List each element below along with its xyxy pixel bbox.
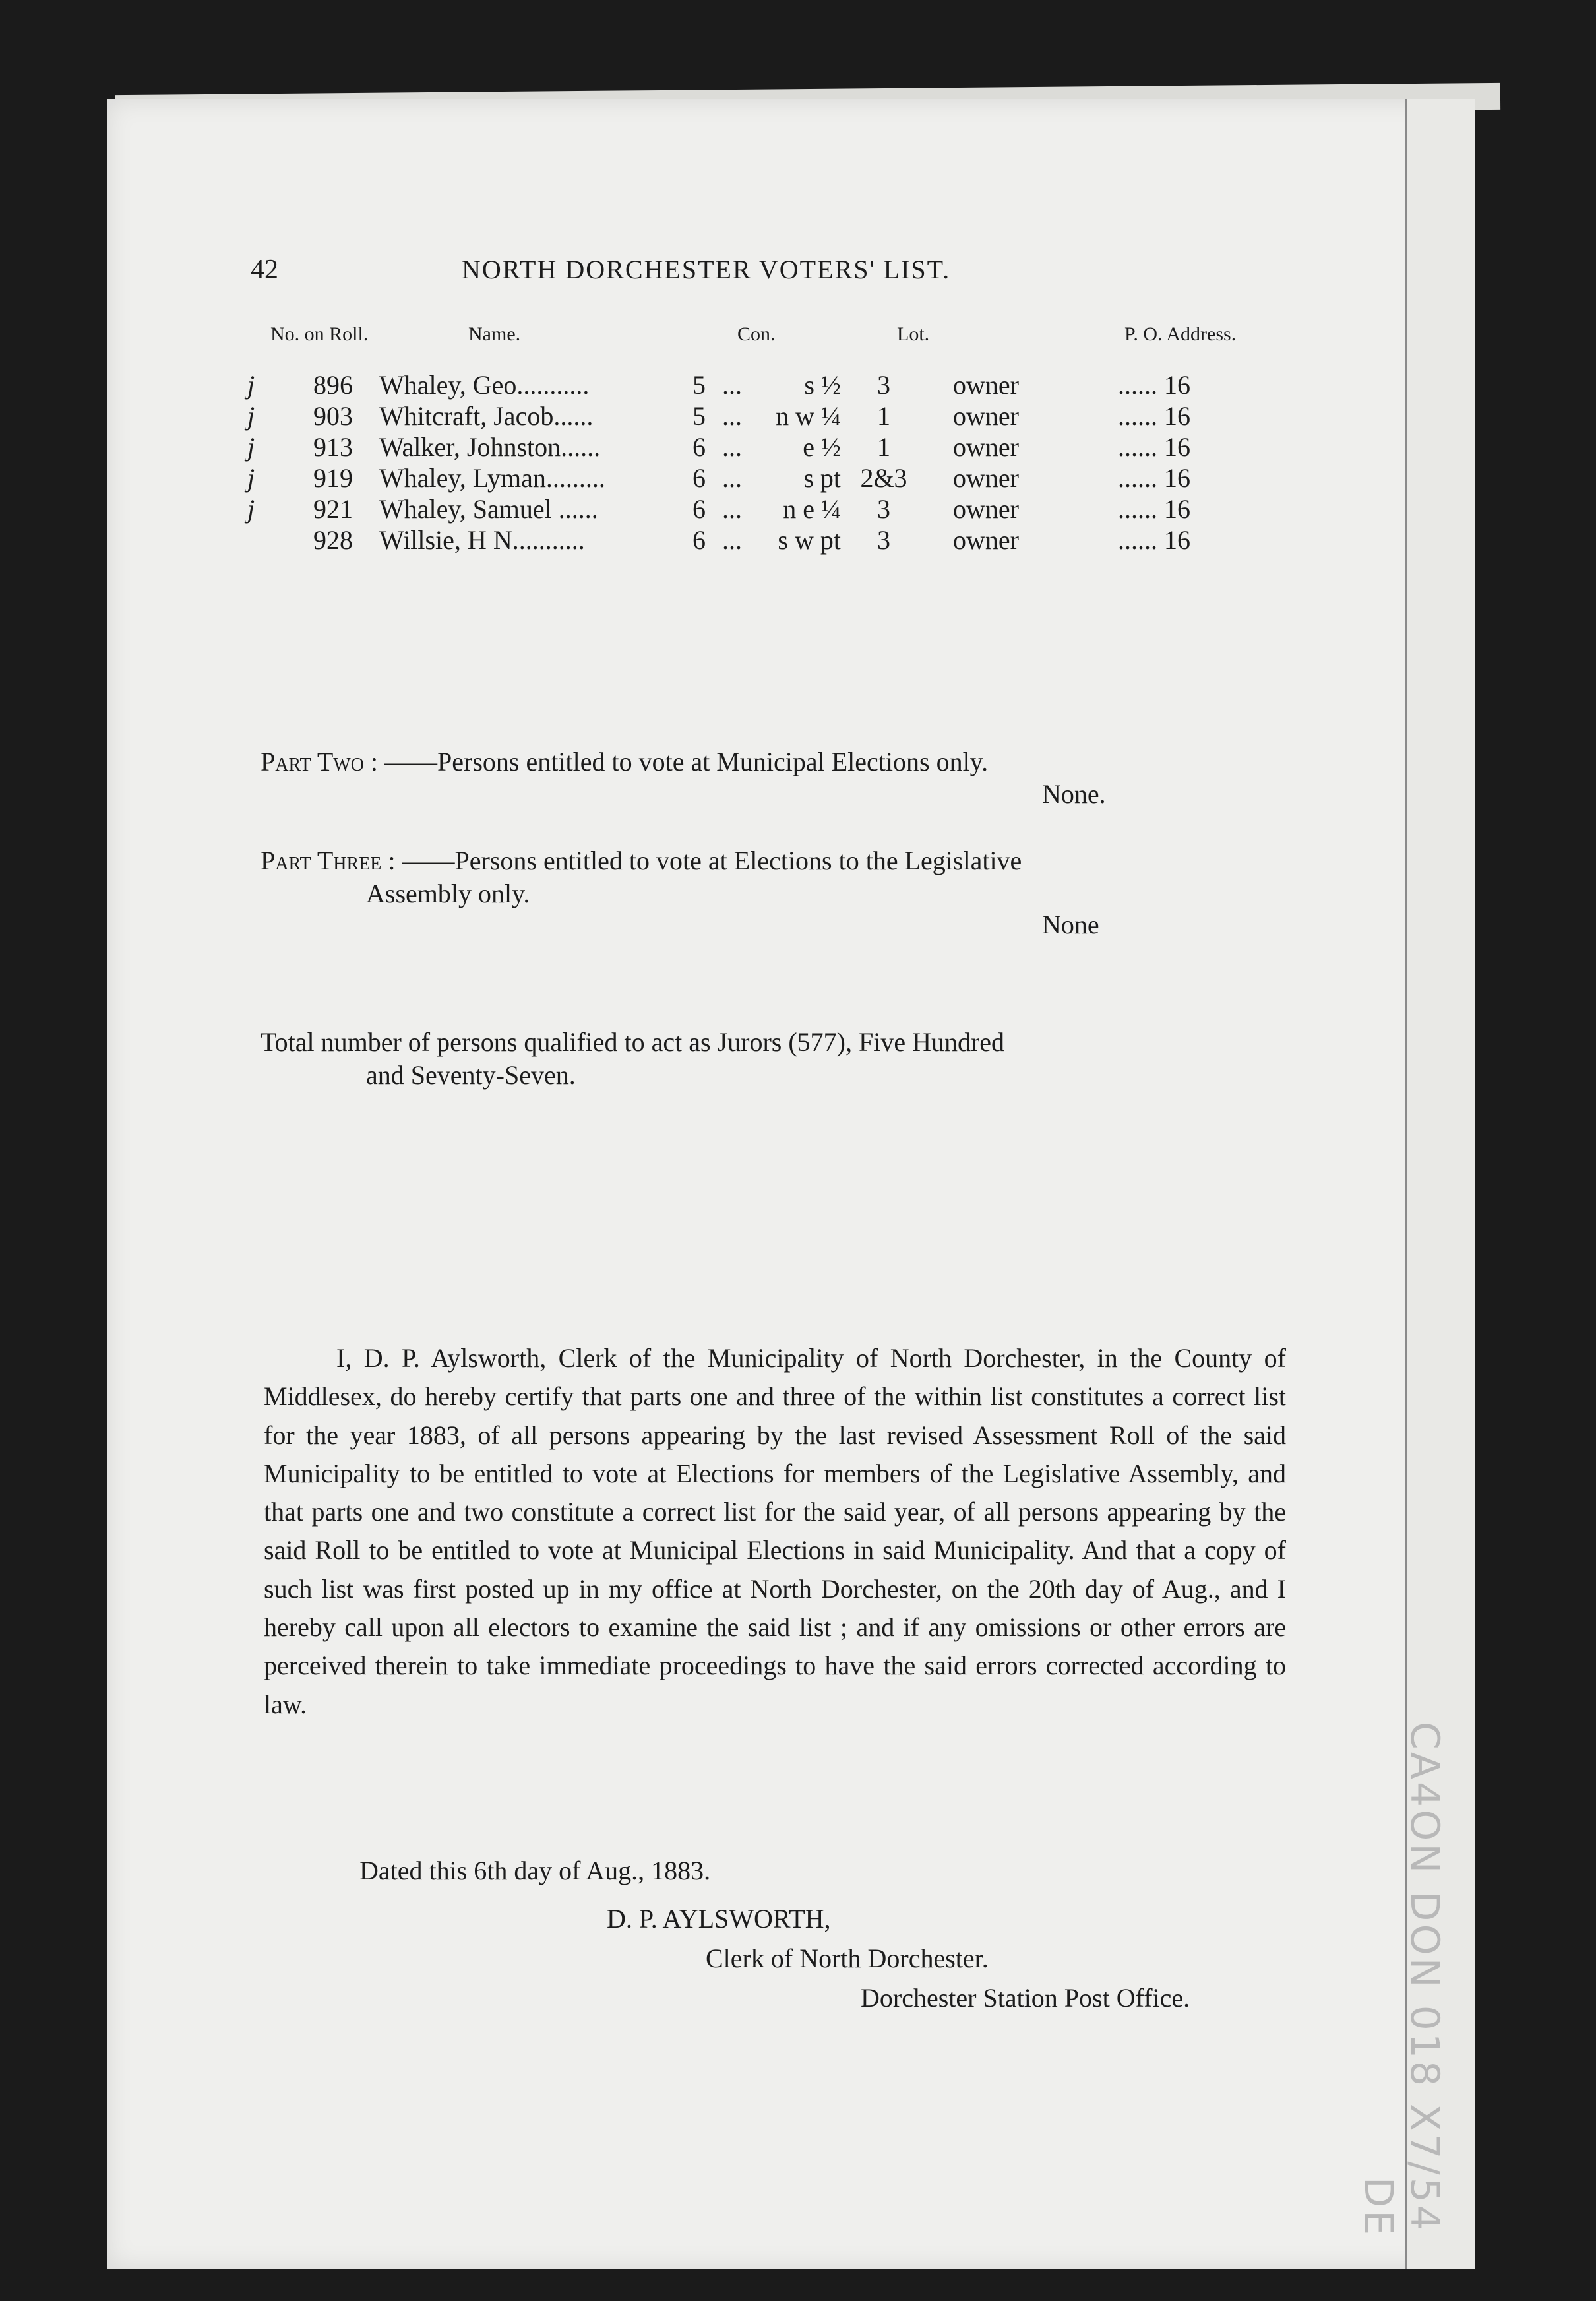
- post-office-address: ...... 16: [1118, 525, 1190, 555]
- lot-part: n w ¼: [776, 401, 841, 431]
- part-two-none: None.: [1042, 779, 1106, 809]
- juror-mark: j: [247, 494, 255, 524]
- lot-part: s pt: [803, 463, 841, 493]
- voter-name: Whaley, Lyman.........: [379, 463, 605, 493]
- clerk-certificate: [264, 1339, 1286, 1724]
- part-three-text-continued: Assembly only.: [366, 879, 530, 908]
- post-office-address: ...... 16: [1118, 463, 1190, 493]
- column-header-con: Con.: [737, 323, 776, 345]
- juror-mark: j: [247, 432, 255, 462]
- status: owner: [953, 494, 1019, 524]
- post-office-address: ...... 16: [1118, 401, 1190, 431]
- status: owner: [953, 525, 1019, 555]
- part-three: [261, 844, 1022, 910]
- lot-part: s ½: [804, 370, 841, 400]
- status: owner: [953, 370, 1019, 400]
- roll-number: 903: [313, 401, 353, 431]
- leader-dots: ...: [722, 370, 742, 400]
- post-office-address: ...... 16: [1118, 370, 1190, 400]
- column-header-no: No. on Roll.: [270, 323, 369, 345]
- status: owner: [953, 432, 1019, 462]
- column-header-name: Name.: [468, 323, 521, 345]
- voter-name: Whaley, Samuel ......: [379, 494, 598, 524]
- part-two: [261, 745, 988, 778]
- lot-part: e ½: [803, 432, 841, 462]
- part-two-text: ——Persons entitled to vote at Municipal Elections only.: [384, 747, 989, 776]
- column-header-address: P. O. Address.: [1124, 323, 1237, 345]
- roll-number: 928: [313, 525, 353, 555]
- concession: 5: [692, 401, 706, 431]
- voter-name: Whitcraft, Jacob......: [379, 401, 594, 431]
- signature-name: D. P. AYLSWORTH,: [607, 1904, 831, 1934]
- voter-name: Willsie, H N...........: [379, 525, 585, 555]
- concession: 6: [692, 432, 706, 462]
- archive-stamp-suffix: DE: [1355, 2177, 1401, 2238]
- jurors-total: [261, 1026, 1004, 1092]
- leader-dots: ...: [722, 432, 742, 462]
- voter-name: Walker, Johnston......: [379, 432, 601, 462]
- post-office-address: ...... 16: [1118, 432, 1190, 462]
- table-row: [247, 400, 1190, 431]
- lot-number: 3: [877, 525, 890, 555]
- lot-number: 3: [877, 370, 890, 400]
- post-office-address: ...... 16: [1118, 494, 1190, 524]
- table-row: [247, 462, 1190, 493]
- roll-number: 919: [313, 463, 353, 493]
- concession: 6: [692, 494, 706, 524]
- status: owner: [953, 463, 1019, 493]
- certificate-text: I, D. P. Aylsworth, Clerk of the Municipality of North Dorchester, in the County of Middlesex, do hereby certify that parts one and three of the within list constitutes a correct list for the year 1883, of all persons appearing by the last revised Assessment Roll of the said Municipality to be entitled to vote at Elections for members of the Legislative Assembly, and that parts one and two constitute a correct list for the said year, of all persons appearing by the said Roll to be entitled to vote at Municipal Elections in said Municipality. And that a copy of such list was first posted up in my office at North Dorchester, on the 20th day of Aug., and I hereby call upon all electors to examine the said list ; and if any omissions or other errors are perceived therein to take immediate proceedings to have the said errors corrected according to law.: [264, 1343, 1286, 1719]
- roll-number: 896: [313, 370, 353, 400]
- signature-address: Dorchester Station Post Office.: [861, 1983, 1190, 2013]
- column-header-lot: Lot.: [897, 323, 930, 345]
- lot-part: n e ¼: [783, 494, 841, 524]
- juror-mark: j: [247, 401, 255, 431]
- leader-dots: ...: [722, 494, 742, 524]
- leader-dots: ...: [722, 525, 742, 555]
- roll-number: 913: [313, 432, 353, 462]
- part-two-label: Part Two :: [261, 747, 379, 776]
- page-number: 42: [251, 255, 278, 285]
- jurors-line-2: and Seventy-Seven.: [366, 1060, 576, 1090]
- part-three-none: None: [1042, 910, 1099, 939]
- jurors-line-1: Total number of persons qualified to act as Jurors (577), Five Hundred: [261, 1027, 1005, 1057]
- lot-number: 3: [877, 494, 890, 524]
- lot-number: 1: [877, 432, 890, 462]
- status: owner: [953, 401, 1019, 431]
- juror-mark: j: [247, 370, 255, 400]
- part-three-label: Part Three :: [261, 846, 396, 875]
- table-row: [247, 493, 1190, 524]
- table-row: [247, 524, 1190, 555]
- leader-dots: ...: [722, 401, 742, 431]
- running-title: NORTH DORCHESTER VOTERS' LIST.: [462, 255, 951, 284]
- lot-number: 1: [877, 401, 890, 431]
- table-row: [247, 369, 1190, 400]
- voter-name: Whaley, Geo...........: [379, 370, 590, 400]
- table-row: [247, 431, 1190, 462]
- voters-table: [247, 369, 1190, 555]
- page-header: [251, 254, 1279, 294]
- lot-part: s w pt: [778, 525, 841, 555]
- concession: 5: [692, 370, 706, 400]
- roll-number: 921: [313, 494, 353, 524]
- lot-number: 2&3: [860, 463, 907, 493]
- dated-line: Dated this 6th day of Aug., 1883.: [359, 1856, 711, 1885]
- concession: 6: [692, 463, 706, 493]
- juror-mark: j: [247, 463, 255, 493]
- archive-stamp: CA4ON DON 018 X7/54: [1401, 1722, 1448, 2234]
- signature-title: Clerk of North Dorchester.: [706, 1943, 989, 1973]
- juror-mark: [247, 524, 293, 555]
- concession: 6: [692, 525, 706, 555]
- leader-dots: ...: [722, 463, 742, 493]
- part-three-text: ——Persons entitled to vote at Elections to the Legislative: [402, 846, 1022, 875]
